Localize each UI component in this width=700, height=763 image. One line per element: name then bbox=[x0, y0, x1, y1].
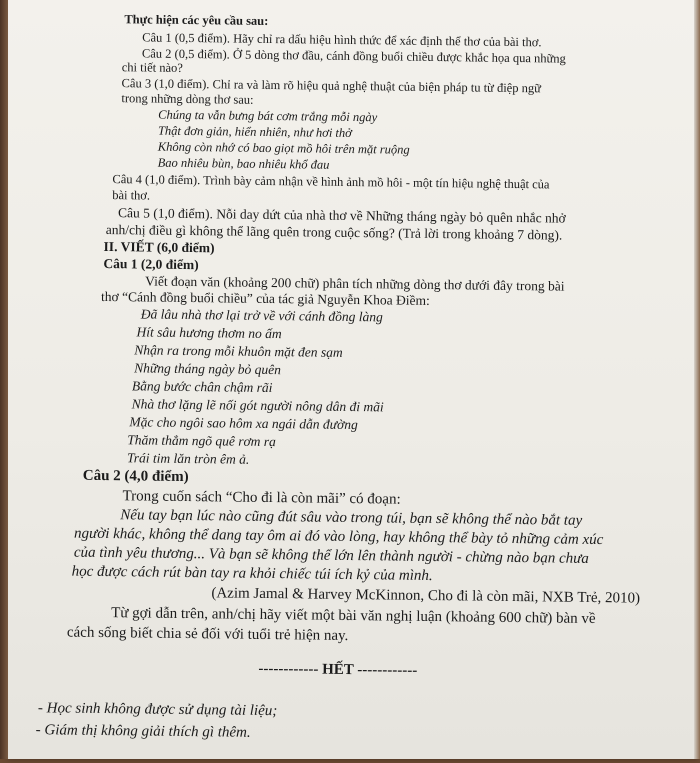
question-2-cont: chi tiết nào? bbox=[121, 60, 183, 75]
poem-line-5: Bằng bước chân chậm rãi bbox=[131, 378, 273, 396]
question-5: Câu 5 (1,0 điểm). Nỗi day dứt của nhà thơ về Những tháng ngày bỏ quên nhắc nhở bbox=[117, 205, 566, 226]
question-4-cont: bài thơ. bbox=[112, 188, 151, 203]
quote-line-2: Thật đơn giản, hiển nhiên, như hơi thở bbox=[157, 123, 352, 141]
poem-line-9: Trái tim lăn tròn êm ả. bbox=[126, 450, 250, 467]
quote-line-4: Bao nhiêu bùn, bao nhiêu khổ đau bbox=[157, 155, 330, 172]
excerpt-line-3: của tình yêu thương... Và bạn sẽ không thể lớn lên thành người - chừng nào bạn chưa bbox=[73, 544, 589, 567]
question-1: Câu 1 (0,5 điểm). Hãy chỉ ra dấu hiệu hình thức để xác định thể thơ của bài thơ. bbox=[142, 30, 542, 50]
writing-question-1: Câu 1 (2,0 điểm) bbox=[103, 255, 199, 273]
quote-line-1: Chúng ta vẫn bưng bát cơm trắng mỗi ngày bbox=[158, 107, 378, 125]
poem-line-1: Đã lâu nhà thơ lại trở về với cánh đồng làng bbox=[140, 306, 383, 325]
poem-line-8: Thăm thẳm ngõ quê rơm rạ bbox=[127, 432, 276, 450]
writing-question-2: Câu 2 (4,0 điểm) bbox=[82, 467, 189, 486]
writing-question-1-prompt-cont: thơ “Cánh đồng buổi chiều” của tác giả Nguyễn Khoa Điềm: bbox=[100, 288, 430, 308]
essay-prompt: Từ gợi dẫn trên, anh/chị hãy viết một bài văn nghị luận (khoảng 600 chữ) bàn về bbox=[111, 605, 596, 628]
poem-line-2: Hít sâu hương thơm no ấm bbox=[136, 324, 282, 342]
note-2: - Giám thị không giải thích gì thêm. bbox=[35, 722, 251, 741]
question-3: Câu 3 (1,0 điểm). Chỉ ra và làm rõ hiệu quả nghệ thuật của biện pháp tu từ điệp ngữ bbox=[121, 76, 542, 96]
poem-line-4: Những tháng ngày bỏ quên bbox=[134, 360, 282, 378]
poem-line-6: Nhà thơ lặng lẽ nối gót người nông dân đi mãi bbox=[131, 396, 384, 415]
question-4: Câu 4 (1,0 điểm). Trình bày cảm nhận về hình ảnh mồ hôi - một tín hiệu nghệ thuật của bbox=[112, 172, 550, 192]
section-writing-heading: II. VIẾT (6,0 điểm) bbox=[103, 238, 215, 256]
writing-question-1-prompt: Viết đoạn văn (khoảng 200 chữ) phân tích những dòng thơ dưới đây trong bài bbox=[145, 273, 565, 294]
poem-line-7: Mặc cho ngôi sao hôm xa ngái dẫn đường bbox=[129, 414, 358, 433]
excerpt-line-2: người khác, không thể dang tay ôm ai đó vào lòng, hay không thể bày tỏ những cảm xúc bbox=[74, 525, 604, 549]
instructions-heading: Thực hiện các yêu cầu sau: bbox=[124, 12, 269, 28]
note-1: - Học sinh không được sử dụng tài liệu; bbox=[37, 700, 278, 720]
question-2: Câu 2 (0,5 điểm). Ở 5 dòng thơ đầu, cánh đồng buổi chiều được khắc họa qua những bbox=[141, 46, 566, 66]
quote-line-3: Không còn nhớ có bao giọt mồ hôi trên mặt ruộng bbox=[157, 139, 410, 157]
citation: (Azim Jamal & Harvey McKinnon, Cho đi là còn mãi, NXB Trẻ, 2010) bbox=[211, 585, 641, 607]
end-marker: ------------ HẾT ------------ bbox=[258, 660, 418, 679]
essay-prompt-cont: cách sống biết chia sẻ đối với tuổi trẻ hiện nay. bbox=[66, 624, 349, 644]
excerpt-line-4: học được cách rút bàn tay ra khỏi chiếc túi ích kỷ của mình. bbox=[71, 563, 433, 585]
writing-question-2-intro: Trong cuốn sách “Cho đi là còn mãi” có đoạn: bbox=[122, 488, 401, 508]
excerpt-line-1: Nếu tay bạn lúc nào cũng đút sâu vào trong túi, bạn sẽ không thể nào bắt tay bbox=[120, 507, 583, 529]
poem-line-3: Nhận ra trong mỗi khuôn mặt đen sạm bbox=[134, 342, 343, 360]
question-5-cont: anh/chị điều gì không thể lãng quên trong cuộc sống? (Trả lời trong khoảng 7 dòng). bbox=[105, 222, 563, 243]
question-3-cont: trong những dòng thơ sau: bbox=[121, 91, 254, 107]
